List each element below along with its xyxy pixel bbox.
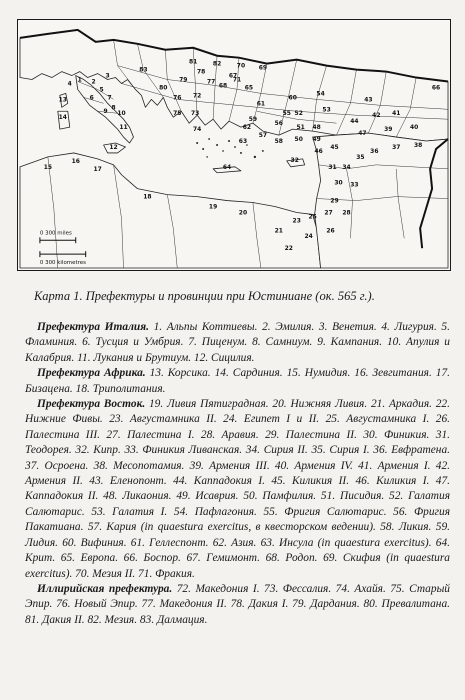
province-number-label: 25 [308, 213, 317, 221]
map-caption: Карта 1. Префектуры и провинции при Юстиниане (ок. 565 г.). [34, 289, 375, 303]
province-number-label: 78 [196, 68, 206, 76]
province-number-label: 17 [93, 165, 102, 173]
province-number-label: 47 [358, 130, 367, 138]
province-number-label: 80 [159, 84, 168, 92]
province-number-label: 27 [324, 209, 333, 217]
province-number-label: 4 [67, 80, 72, 88]
legend-paragraph-italy [25, 320, 450, 366]
province-number-label: 40 [410, 124, 419, 132]
province-number-label: 13 [58, 96, 67, 104]
province-number-label: 61 [256, 100, 266, 108]
province-number-label: 43 [364, 96, 373, 104]
province-number-label: 30 [334, 179, 343, 187]
province-number-label: 53 [322, 106, 331, 114]
province-number-label: 29 [330, 197, 339, 205]
province-number-label: 19 [208, 203, 218, 211]
legend-text: 72. Македония I. 73. Фессалия. 74. Ахайя. 75. Старый Эпир. 76. Новый Эпир. 77. Македония II. 78. Дакия I. 79. Дардания. 80. Превалитана. 81. Дакия II. 82. Мезия. 83. Далмация. [25, 582, 450, 626]
province-number-label: 23 [292, 217, 301, 225]
province-number-label: 58 [274, 138, 283, 146]
province-number-label: 28 [342, 209, 351, 217]
province-number-label: 39 [384, 126, 393, 134]
province-number-label: 1 [77, 76, 82, 84]
province-number-label: 22 [284, 245, 293, 253]
province-number-label: 3 [105, 72, 110, 80]
province-number-label: 26 [326, 227, 335, 235]
province-number-label: 74 [193, 126, 202, 134]
legend-text: 13. Корсика. 14. Сардиния. 15. Нумидия. 16. Зевгитания. 17. Бизацена. 18. Триполитания. [25, 367, 450, 395]
province-number-label: 11 [119, 124, 128, 132]
province-number-label: 55 [282, 110, 291, 118]
province-number-label: 59 [248, 116, 258, 124]
province-number-label: 35 [356, 153, 365, 161]
province-number-label: 54 [316, 90, 325, 98]
province-number-label: 7 [107, 94, 112, 102]
province-number-label: 73 [191, 110, 200, 118]
legend-heading: Префектура Восток. [37, 398, 146, 411]
province-number-label: 16 [71, 157, 80, 165]
legend-paragraph-east [25, 397, 450, 582]
province-number-label: 33 [350, 181, 359, 189]
province-number-label: 31 [328, 163, 337, 171]
map [18, 20, 450, 270]
province-number-label: 82 [212, 60, 222, 68]
province-number-label: 51 [296, 124, 305, 132]
province-number-label: 60 [288, 94, 297, 102]
province-number-label: 66 [431, 84, 441, 92]
legend-paragraph-illyricum [25, 582, 450, 628]
province-number-label: 75 [173, 110, 182, 118]
province-number-label: 70 [236, 62, 246, 70]
province-number-label: 36 [370, 147, 379, 155]
legend-heading: Иллирийская префектура. [37, 582, 173, 595]
province-number-label: 42 [372, 112, 381, 120]
province-number-label: 2 [91, 78, 96, 86]
province-number-label: 79 [179, 76, 188, 84]
province-number-label: 67 [228, 72, 238, 80]
scale-kilometres: 0 300 kilometres [39, 260, 86, 267]
province-number-label: 81 [189, 58, 198, 66]
province-number-label: 45 [330, 143, 339, 151]
legend-text: 1. Альпы Коттиевы. 2. Эмилия. 3. Венетия. 4. Лигурия. 5. Фламиния. 6. Тусция и Умбрия. 7. Пиценум. 8. Самниум. 9. Кампания. 10. Апулия и Калабрия. 11. Лукания и Брутиум. 12. Сицилия. [25, 321, 450, 364]
province-number-label: 50 [294, 136, 303, 144]
province-number-label: 18 [143, 193, 152, 201]
province-number-label: 69 [258, 64, 268, 72]
province-number-label: 49 [312, 136, 321, 144]
province-number-label: 12 [109, 143, 118, 151]
province-number-label: 68 [218, 82, 228, 90]
province-number-label: 15 [43, 163, 53, 171]
province-number-label: 65 [244, 84, 254, 92]
province-number-label: 21 [274, 227, 283, 235]
province-number-label: 64 [222, 163, 232, 171]
province-number-label: 5 [99, 86, 104, 94]
province-number-label: 62 [242, 124, 252, 132]
province-number-label: 38 [413, 141, 423, 149]
province-number-label: 20 [238, 209, 248, 217]
province-number-label: 37 [392, 143, 401, 151]
province-number-label: 72 [193, 92, 202, 100]
province-number-label: 48 [312, 124, 321, 132]
province-number-label: 10 [117, 110, 126, 118]
province-number-label: 52 [294, 110, 303, 118]
map-frame [17, 19, 451, 271]
province-number-label: 41 [392, 110, 401, 118]
province-number-label: 32 [290, 156, 299, 164]
province-number-label: 6 [89, 94, 94, 102]
province-number-label: 56 [274, 120, 283, 128]
province-number-label: 83 [139, 66, 148, 74]
legend-heading: Префектура Африка. [37, 367, 146, 380]
scale-miles: 0 300 miles [39, 230, 72, 237]
province-number-label: 14 [58, 114, 67, 122]
province-number-label: 24 [304, 233, 313, 241]
legend-paragraph-africa [25, 366, 450, 397]
province-number-label: 9 [103, 108, 108, 116]
province-number-label: 46 [314, 147, 323, 155]
legend-text: 19. Ливия Пятиградная. 20. Нижняя Ливия. 21. Аркадия. 22. Нижние Фивы. 23. Августамника II. 24. Египет I и II. 25. Августамника I. 26. Палестина III. 27. Палестина I. 28. Аравия. 29. Палестина II. 30. Финикия. 31. Теодорея. 32. Кипр. 33. Финикия Ливанская. 34. Сирия II. 35. Сирия I. 36. Евфратена. 37. Осроена. 38. Месопотамия. 39. Армения III. 40. Армения IV. 41. Армения I. 42. Армения II. 43. Еленопонт. 44. Каппадокия I. 45. Киликия II. 46. Киликия I. 47. Каппадокия II. 48. Ликаония. 49. Исаврия. 50. Памфилия. 51. Писидия. 52. Галатия Салютарис. 53. Галатия I. 54. Пафлагония. 55. Фригия Салютарис. 56. Фригия Пакатиана. 57. Кария (in quaestura exercitus, в квесторском ведении). 58. Ликия. 59. Лидия. 60. Вифиния. 61. Геллеспонт. 62. Азия. 63. Инсула (in quaestura exercitus). 64. Крит. 65. Европа. 66. Боспор. 67. Гемимонт. 68. Родоп. 69. Скифия (in quaestura exercitus). 70. Мезия II. 71. Фракия. [25, 398, 450, 580]
legend [25, 320, 450, 628]
province-number-label: 8 [111, 104, 116, 112]
province-number-label: 57 [258, 132, 268, 140]
province-number-label: 76 [173, 94, 182, 102]
province-number-label: 44 [350, 118, 359, 126]
province-number-label: 77 [206, 78, 216, 86]
province-number-label: 71 [232, 76, 242, 84]
legend-heading: Префектура Италия. [37, 321, 149, 333]
province-number-label: 34 [342, 163, 351, 171]
province-number-label: 63 [238, 138, 248, 146]
